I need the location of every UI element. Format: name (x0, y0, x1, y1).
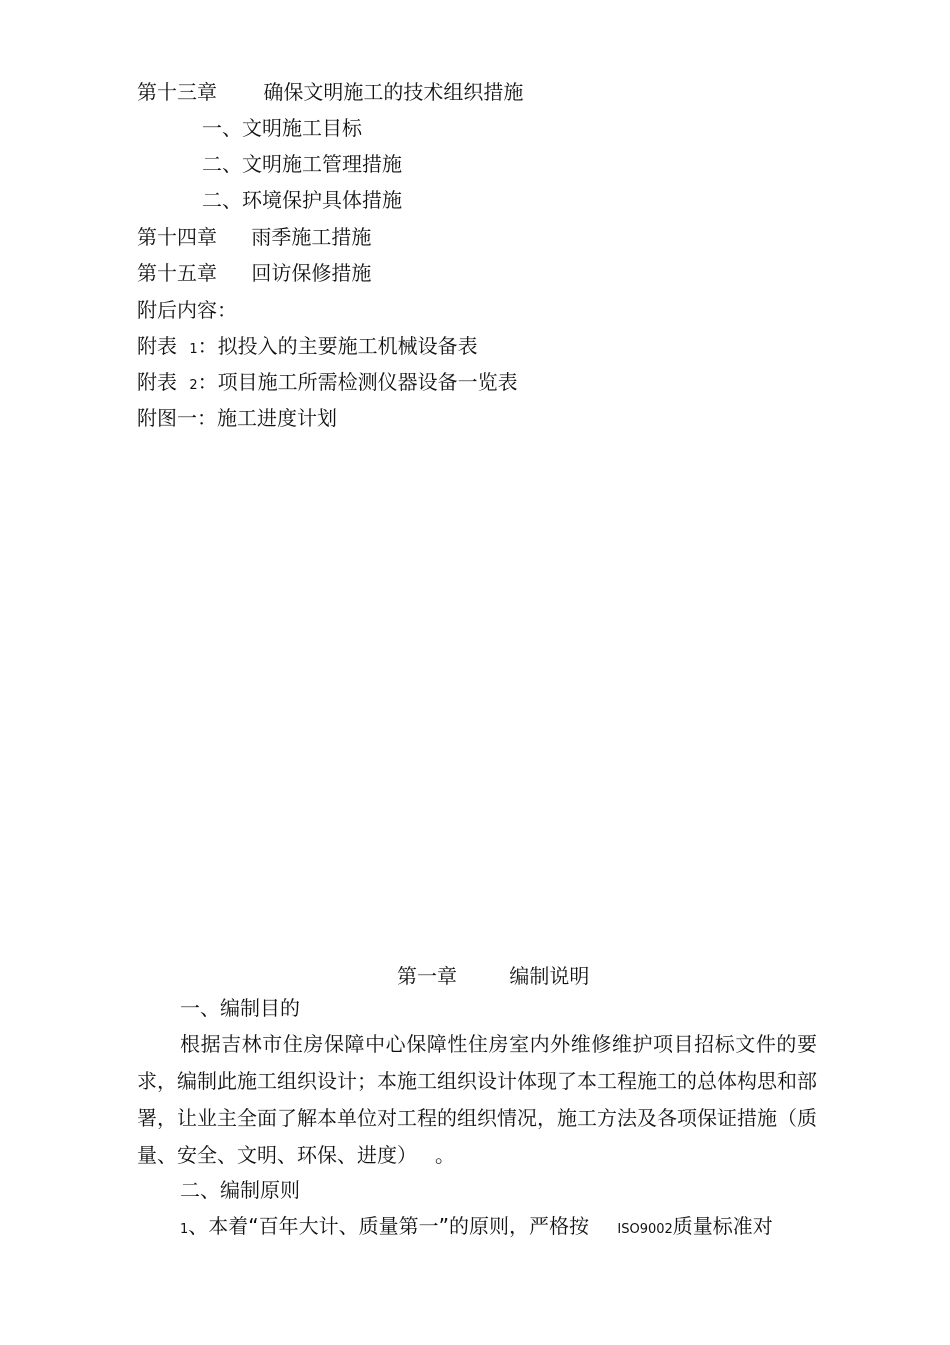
toc-ch13-item-2: 二、文明施工管理措施 (202, 152, 402, 176)
section1-paragraph (137, 1026, 817, 1174)
principle-item-1-text-b: 质量标准对 (672, 1214, 773, 1238)
toc-appendix-figure: 附图一：施工进度计划 (137, 406, 337, 430)
principle-item-1 (180, 1214, 773, 1242)
section2-heading: 二、编制原则 (180, 1178, 300, 1202)
toc-ch15-title: 回访保修措施 (251, 261, 372, 285)
toc-appendix-heading: 附后内容： (137, 298, 237, 322)
chapter1-heading (397, 964, 589, 988)
appendix-1-text: ：拟投入的主要施工机械设备表 (197, 334, 478, 358)
appendix-2-number: 2 (189, 378, 198, 393)
toc-ch13 (137, 80, 523, 104)
toc-ch15-number: 第十五章 (137, 261, 217, 285)
toc-appendix-table-1 (137, 334, 478, 362)
toc-ch13-item-3: 二、环境保护具体措施 (202, 188, 402, 212)
toc-ch14 (137, 225, 371, 249)
toc-ch13-number: 第十三章 (137, 80, 217, 104)
toc-ch14-title: 雨季施工措施 (251, 225, 372, 249)
chapter1-number: 第一章 (397, 964, 457, 988)
section1-paragraph-end: 。 (435, 1143, 455, 1167)
toc-ch14-number: 第十四章 (137, 225, 217, 249)
toc-appendix-table-2 (137, 370, 518, 398)
appendix-1-prefix: 附表 (137, 334, 177, 358)
principle-item-1-iso: ISO9002 (617, 1222, 673, 1237)
appendix-2-text: ：项目施工所需检测仪器设备一览表 (197, 370, 518, 394)
principle-item-1-number: 1 (180, 1222, 189, 1237)
section1-heading: 一、编制目的 (180, 996, 300, 1020)
toc-ch13-item-1: 一、文明施工目标 (202, 116, 362, 140)
appendix-1-number: 1 (189, 342, 198, 357)
chapter1-title: 编制说明 (509, 964, 590, 988)
principle-item-1-text-a: 、本着“百年大计、质量第一”的原则，严格按 (188, 1214, 590, 1238)
appendix-2-prefix: 附表 (137, 370, 177, 394)
toc-ch15 (137, 261, 371, 285)
toc-ch13-title: 确保文明施工的技术组织措施 (263, 80, 524, 104)
section1-paragraph-text: 根据吉林市住房保障中心保障性住房室内外维修维护项目招标文件的要求，编制此施工组织设计；本施工组织设计体现了本工程施工的总体构思和部署，让业主全面了解本单位对工程的组织情况，施工方法及各项保证措施（质量、安全、文明、环保、进度） (137, 1032, 817, 1167)
